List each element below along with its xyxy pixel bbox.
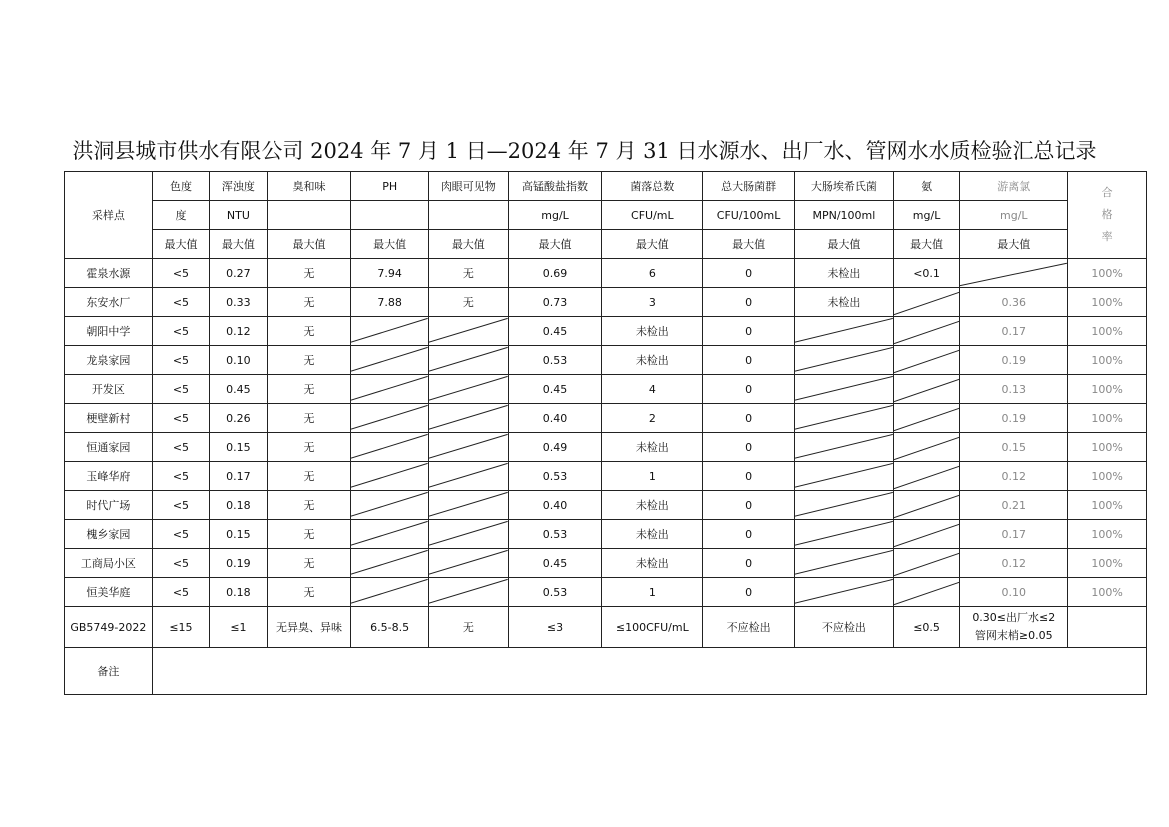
standard-cell: 无 <box>428 607 508 648</box>
data-cell: 无 <box>428 259 508 288</box>
header-param-unit: mg/L <box>508 201 602 230</box>
diagonal-slash <box>351 520 428 548</box>
data-cell: 0 <box>703 520 795 549</box>
data-cell: <5 <box>152 578 209 607</box>
data-cell <box>893 520 960 549</box>
standard-cell: 6.5-8.5 <box>351 607 429 648</box>
diagonal-slash <box>795 433 893 461</box>
data-cell <box>893 578 960 607</box>
sample-site: 东安水厂 <box>65 288 153 317</box>
header-param-stat: 最大值 <box>960 230 1068 259</box>
diagonal-slash <box>795 578 893 606</box>
data-cell <box>351 375 429 404</box>
data-cell <box>351 491 429 520</box>
standard-cell: ≤15 <box>152 607 209 648</box>
data-cell <box>351 578 429 607</box>
data-cell: <0.1 <box>893 259 960 288</box>
header-param-name: PH <box>351 172 429 201</box>
data-cell <box>351 520 429 549</box>
data-cell: <5 <box>152 288 209 317</box>
data-cell: 0.53 <box>508 346 602 375</box>
table-row <box>65 462 1147 491</box>
data-cell: 0.13 <box>960 375 1068 404</box>
diagonal-slash <box>894 375 960 403</box>
table-row <box>65 317 1147 346</box>
data-cell: <5 <box>152 491 209 520</box>
header-param-unit: NTU <box>210 201 267 230</box>
data-cell: 2 <box>602 404 703 433</box>
diagonal-slash <box>795 404 893 432</box>
standard-cell: ≤0.5 <box>893 607 960 648</box>
data-cell <box>893 346 960 375</box>
diagonal-slash <box>351 433 428 461</box>
data-cell <box>893 404 960 433</box>
sample-site: 龙泉家园 <box>65 346 153 375</box>
header-param-name: 臭和味 <box>267 172 351 201</box>
data-cell: 0.45 <box>508 375 602 404</box>
standard-chlorine <box>960 607 1068 648</box>
sample-site: 恒美华庭 <box>65 578 153 607</box>
data-cell: 6 <box>602 259 703 288</box>
data-cell: 无 <box>428 288 508 317</box>
data-cell <box>794 433 893 462</box>
data-cell: <5 <box>152 317 209 346</box>
diagonal-slash <box>894 491 960 519</box>
data-cell <box>893 491 960 520</box>
standard-cell: 不应检出 <box>703 607 795 648</box>
data-cell: 无 <box>267 346 351 375</box>
data-cell <box>351 549 429 578</box>
note-label: 备注 <box>65 648 153 695</box>
sample-site: 槐乡家园 <box>65 520 153 549</box>
diagonal-slash <box>894 288 960 316</box>
data-cell <box>351 433 429 462</box>
header-param-unit: CFU/100mL <box>703 201 795 230</box>
header-param-unit: mg/L <box>960 201 1068 230</box>
sample-site: 玉峰华府 <box>65 462 153 491</box>
data-cell: 0.26 <box>210 404 267 433</box>
data-cell <box>428 520 508 549</box>
data-cell: 0.19 <box>960 346 1068 375</box>
pass-rate-cell: 100% <box>1068 375 1147 404</box>
data-cell: 0 <box>703 346 795 375</box>
header-param-stat: 最大值 <box>351 230 429 259</box>
data-cell <box>794 578 893 607</box>
header-pass-rate-char: 合 <box>1101 186 1113 199</box>
standard-cell: 无异臭、异味 <box>267 607 351 648</box>
standard-cell: ≤100CFU/mL <box>602 607 703 648</box>
diagonal-slash <box>429 375 508 403</box>
data-cell: <5 <box>152 520 209 549</box>
pass-rate-cell: 100% <box>1068 578 1147 607</box>
sample-site: 开发区 <box>65 375 153 404</box>
data-cell: 0.19 <box>210 549 267 578</box>
data-cell: 未检出 <box>794 288 893 317</box>
header-param-unit: mg/L <box>893 201 960 230</box>
table-row <box>65 491 1147 520</box>
header-param-name: 大肠埃希氏菌 <box>794 172 893 201</box>
header-param-unit: 度 <box>152 201 209 230</box>
data-cell <box>794 317 893 346</box>
standard-chlorine-line1: 0.30≤出厂水≤2 <box>972 611 1056 624</box>
table-row <box>65 520 1147 549</box>
data-cell: 未检出 <box>602 549 703 578</box>
pass-rate-cell: 100% <box>1068 433 1147 462</box>
data-cell: 1 <box>602 462 703 491</box>
diagonal-slash <box>351 375 428 403</box>
header-param-stat: 最大值 <box>794 230 893 259</box>
data-cell: 未检出 <box>602 491 703 520</box>
diagonal-slash <box>429 404 508 432</box>
data-cell <box>893 317 960 346</box>
data-cell <box>794 404 893 433</box>
data-cell: 0.12 <box>210 317 267 346</box>
data-cell: 0 <box>703 288 795 317</box>
data-cell: 0.15 <box>210 520 267 549</box>
header-param-unit: MPN/100ml <box>794 201 893 230</box>
diagonal-slash <box>429 346 508 374</box>
header-param-name: 浑浊度 <box>210 172 267 201</box>
data-cell <box>794 520 893 549</box>
data-cell <box>794 346 893 375</box>
data-cell: 无 <box>267 288 351 317</box>
table-row <box>65 404 1147 433</box>
diagonal-slash <box>894 346 960 374</box>
data-cell: <5 <box>152 433 209 462</box>
data-cell: 0.45 <box>508 549 602 578</box>
header-param-name: 高锰酸盐指数 <box>508 172 602 201</box>
data-cell: 未检出 <box>794 259 893 288</box>
diagonal-slash <box>894 433 960 461</box>
data-cell: 无 <box>267 433 351 462</box>
data-cell: 无 <box>267 549 351 578</box>
data-cell: 0.12 <box>960 549 1068 578</box>
diagonal-slash <box>429 462 508 490</box>
data-cell <box>794 491 893 520</box>
pass-rate-cell: 100% <box>1068 549 1147 578</box>
standard-chlorine-line2: 管网末梢≥0.05 <box>974 629 1053 642</box>
data-cell: <5 <box>152 375 209 404</box>
data-cell <box>428 346 508 375</box>
data-cell: 0.15 <box>960 433 1068 462</box>
data-cell: 0.40 <box>508 491 602 520</box>
data-cell <box>351 317 429 346</box>
header-pass-rate-char: 率 <box>1101 230 1113 243</box>
data-cell: 0.53 <box>508 520 602 549</box>
diagonal-slash <box>351 404 428 432</box>
header-sample-point: 采样点 <box>65 172 153 259</box>
data-cell: 0.45 <box>508 317 602 346</box>
pass-rate-cell: 100% <box>1068 259 1147 288</box>
standard-label: GB5749-2022 <box>65 607 153 648</box>
data-cell: 0.36 <box>960 288 1068 317</box>
header-param-stat: 最大值 <box>428 230 508 259</box>
data-cell: 未检出 <box>602 346 703 375</box>
water-quality-table <box>64 171 1147 695</box>
header-param-unit <box>351 201 429 230</box>
header-param-name: 肉眼可见物 <box>428 172 508 201</box>
data-cell: 0 <box>703 375 795 404</box>
data-cell: 未检出 <box>602 317 703 346</box>
data-cell: 0.18 <box>210 578 267 607</box>
data-cell <box>794 549 893 578</box>
diagonal-slash <box>351 346 428 374</box>
data-cell: 7.94 <box>351 259 429 288</box>
diagonal-slash <box>894 520 960 548</box>
data-cell: 未检出 <box>602 433 703 462</box>
standard-row <box>65 607 1147 648</box>
data-cell: 无 <box>267 462 351 491</box>
sample-site: 工商局小区 <box>65 549 153 578</box>
diagonal-slash <box>429 578 508 606</box>
diagonal-slash <box>795 346 893 374</box>
pass-rate-cell: 100% <box>1068 288 1147 317</box>
data-cell: 0.12 <box>960 462 1068 491</box>
table-row <box>65 346 1147 375</box>
data-cell: 无 <box>267 375 351 404</box>
data-cell: 0.45 <box>210 375 267 404</box>
data-cell: <5 <box>152 404 209 433</box>
diagonal-slash <box>351 578 428 606</box>
diagonal-slash <box>429 433 508 461</box>
data-cell <box>428 491 508 520</box>
header-param-stat: 最大值 <box>703 230 795 259</box>
data-cell: <5 <box>152 549 209 578</box>
diagonal-slash <box>894 462 960 490</box>
data-cell: 0 <box>703 491 795 520</box>
diagonal-slash <box>894 578 960 606</box>
data-cell: 0 <box>703 549 795 578</box>
data-cell: 0.40 <box>508 404 602 433</box>
pass-rate-cell: 100% <box>1068 346 1147 375</box>
table-row <box>65 259 1147 288</box>
header-pass-rate-char: 格 <box>1101 208 1113 221</box>
pass-rate-cell: 100% <box>1068 404 1147 433</box>
diagonal-slash <box>351 491 428 519</box>
data-cell: 4 <box>602 375 703 404</box>
data-cell: 0.17 <box>960 317 1068 346</box>
data-cell <box>893 288 960 317</box>
table-row <box>65 375 1147 404</box>
diagonal-slash <box>795 375 893 403</box>
data-cell: 0.69 <box>508 259 602 288</box>
data-cell: 7.88 <box>351 288 429 317</box>
diagonal-slash <box>351 549 428 577</box>
data-cell: 0.53 <box>508 578 602 607</box>
data-cell: 1 <box>602 578 703 607</box>
data-cell <box>960 259 1068 288</box>
header-pass-rate <box>1068 172 1147 259</box>
note-row <box>65 648 1147 695</box>
data-cell: 无 <box>267 491 351 520</box>
data-cell <box>428 317 508 346</box>
data-cell: 无 <box>267 578 351 607</box>
data-cell: 0.49 <box>508 433 602 462</box>
data-cell: 0.19 <box>960 404 1068 433</box>
header-param-unit <box>267 201 351 230</box>
standard-cell: ≤1 <box>210 607 267 648</box>
data-cell: 0.18 <box>210 491 267 520</box>
data-cell: 0.27 <box>210 259 267 288</box>
data-cell: 无 <box>267 520 351 549</box>
table-row <box>65 288 1147 317</box>
data-cell: 0 <box>703 404 795 433</box>
data-cell <box>428 375 508 404</box>
data-cell: <5 <box>152 346 209 375</box>
data-cell <box>351 404 429 433</box>
pass-rate-cell: 100% <box>1068 491 1147 520</box>
diagonal-slash <box>795 462 893 490</box>
diagonal-slash <box>429 491 508 519</box>
data-cell: 0.10 <box>960 578 1068 607</box>
diagonal-slash <box>894 549 960 577</box>
header-param-stat: 最大值 <box>602 230 703 259</box>
table-row <box>65 578 1147 607</box>
header-param-stat: 最大值 <box>210 230 267 259</box>
data-cell: 无 <box>267 404 351 433</box>
header-param-unit: CFU/mL <box>602 201 703 230</box>
sample-site: 朝阳中学 <box>65 317 153 346</box>
sample-site: 时代广场 <box>65 491 153 520</box>
header-param-name: 氨 <box>893 172 960 201</box>
diagonal-slash <box>429 549 508 577</box>
header-param-name: 色度 <box>152 172 209 201</box>
data-cell: 0.17 <box>960 520 1068 549</box>
standard-cell: 不应检出 <box>794 607 893 648</box>
sample-site: 恒通家园 <box>65 433 153 462</box>
header-param-stat: 最大值 <box>893 230 960 259</box>
diagonal-slash <box>429 317 508 345</box>
diagonal-slash <box>795 317 893 345</box>
note-content <box>152 648 1146 695</box>
data-cell <box>893 462 960 491</box>
data-cell <box>893 549 960 578</box>
header-param-name: 总大肠菌群 <box>703 172 795 201</box>
data-cell <box>428 404 508 433</box>
data-cell <box>428 549 508 578</box>
standard-pass-empty <box>1068 607 1147 648</box>
data-cell: 0.15 <box>210 433 267 462</box>
data-cell <box>794 462 893 491</box>
diagonal-slash <box>894 317 960 345</box>
data-cell: 0 <box>703 578 795 607</box>
data-cell: 0.33 <box>210 288 267 317</box>
data-cell: 无 <box>267 259 351 288</box>
data-cell <box>428 578 508 607</box>
data-cell: <5 <box>152 259 209 288</box>
diagonal-slash <box>894 404 960 432</box>
header-param-stat: 最大值 <box>152 230 209 259</box>
pass-rate-cell: 100% <box>1068 520 1147 549</box>
data-cell: 0 <box>703 433 795 462</box>
data-cell: 0 <box>703 259 795 288</box>
pass-rate-cell: 100% <box>1068 462 1147 491</box>
header-param-name: 菌落总数 <box>602 172 703 201</box>
diagonal-slash <box>795 549 893 577</box>
data-cell: <5 <box>152 462 209 491</box>
data-cell <box>893 375 960 404</box>
data-cell: 0 <box>703 462 795 491</box>
pass-rate-cell: 100% <box>1068 317 1147 346</box>
sample-site: 梗壁新村 <box>65 404 153 433</box>
data-cell <box>428 462 508 491</box>
data-cell: 0.21 <box>960 491 1068 520</box>
data-cell <box>351 462 429 491</box>
diagonal-slash <box>429 520 508 548</box>
data-cell: 0.73 <box>508 288 602 317</box>
diagonal-slash <box>960 259 1067 287</box>
data-cell: 3 <box>602 288 703 317</box>
table-row <box>65 549 1147 578</box>
header-param-stat: 最大值 <box>267 230 351 259</box>
header-param-stat: 最大值 <box>508 230 602 259</box>
header-param-name: 游离氯 <box>960 172 1068 201</box>
data-cell <box>893 433 960 462</box>
data-cell: 0.53 <box>508 462 602 491</box>
diagonal-slash <box>351 462 428 490</box>
data-cell <box>428 433 508 462</box>
data-cell: 0 <box>703 317 795 346</box>
data-cell <box>351 346 429 375</box>
data-cell: 0.10 <box>210 346 267 375</box>
diagonal-slash <box>795 491 893 519</box>
diagonal-slash <box>351 317 428 345</box>
data-cell <box>794 375 893 404</box>
data-cell: 0.17 <box>210 462 267 491</box>
standard-cell: ≤3 <box>508 607 602 648</box>
header-param-unit <box>428 201 508 230</box>
diagonal-slash <box>795 520 893 548</box>
data-cell: 未检出 <box>602 520 703 549</box>
table-row <box>65 433 1147 462</box>
data-cell: 无 <box>267 317 351 346</box>
sample-site: 霍泉水源 <box>65 259 153 288</box>
document-title: 洪洞县城市供水有限公司 2024 年 7 月 1 日—2024 年 7 月 31 日水源水、出厂水、管网水水质检验汇总记录 <box>72 139 1097 163</box>
